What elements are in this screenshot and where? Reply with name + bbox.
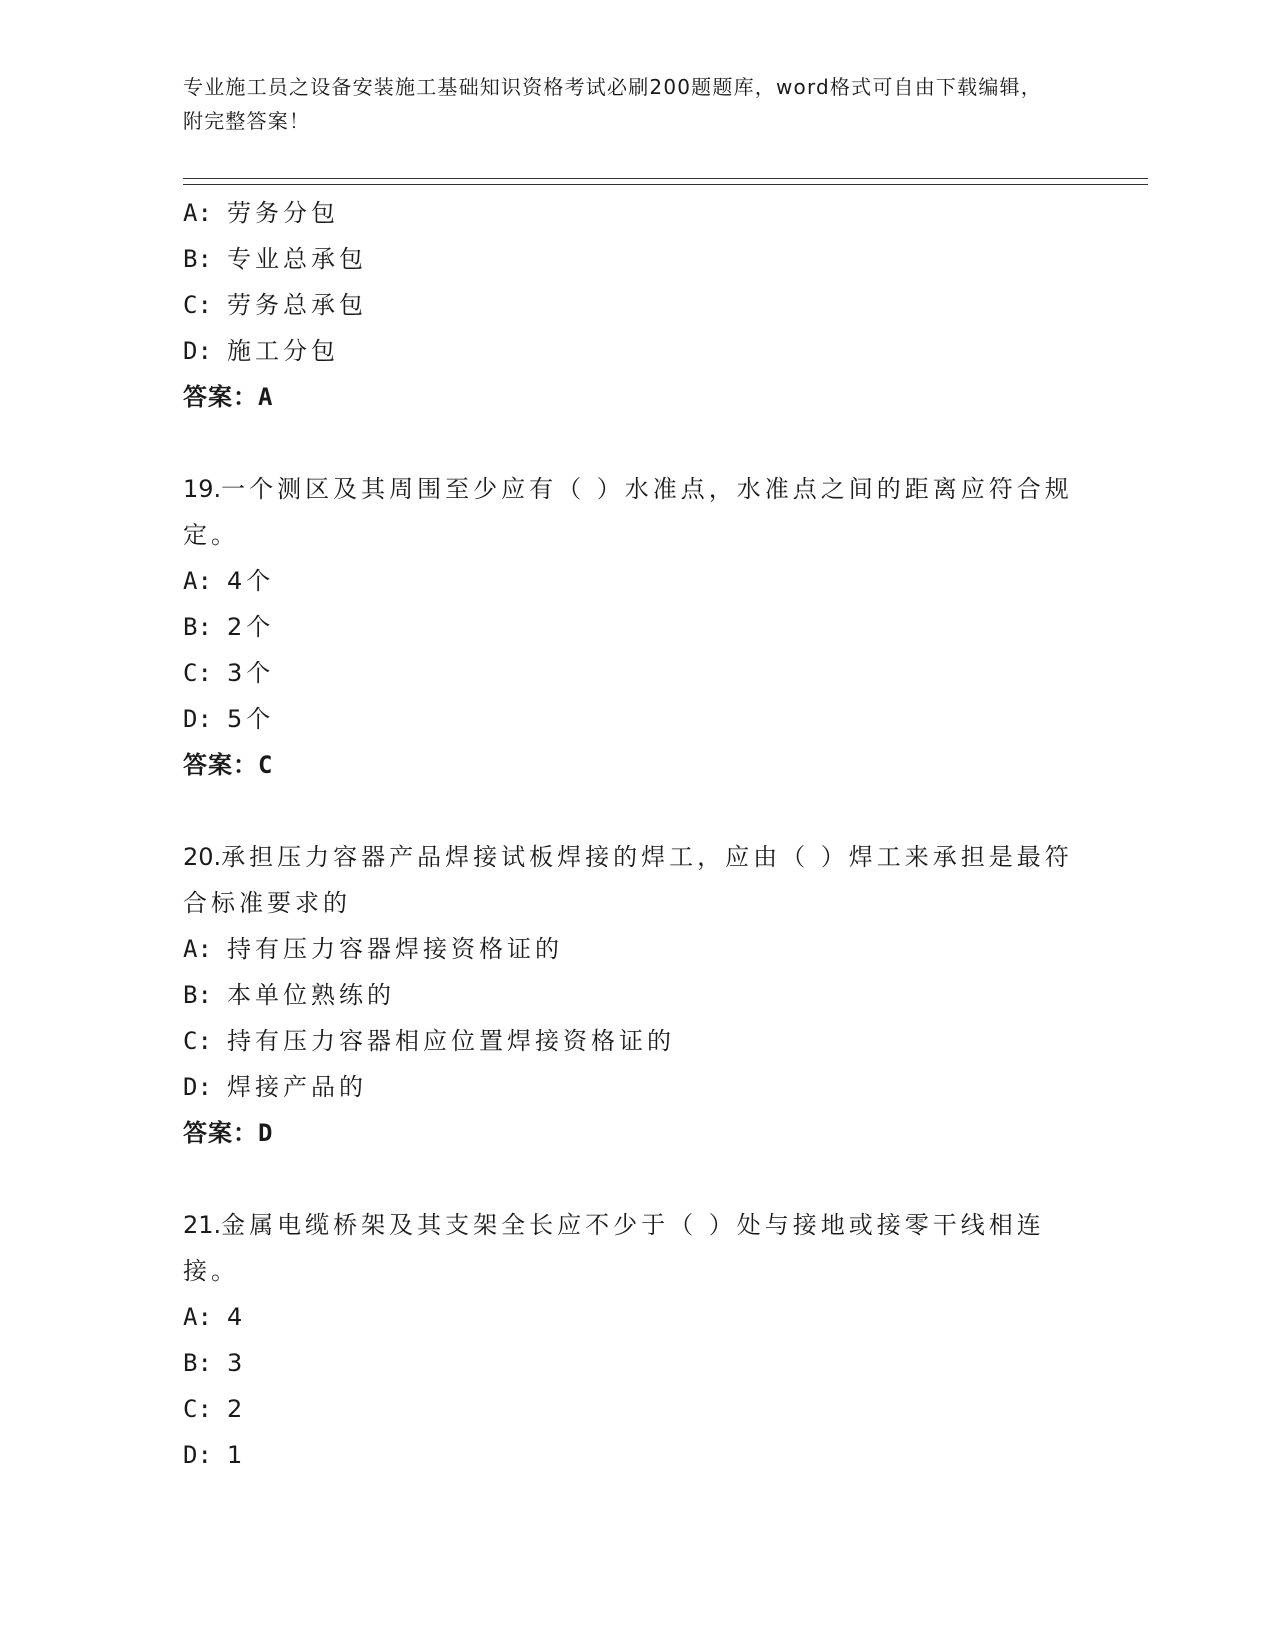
question-20 [183, 834, 1083, 1156]
option-b: B: 本单位熟练的 [183, 981, 395, 1009]
question-19 [183, 466, 1083, 788]
option-c: C: 劳务总承包 [183, 291, 367, 319]
option-a: A: 持有压力容器焊接资格证的 [183, 935, 563, 963]
option-b: B: 专业总承包 [183, 245, 367, 273]
question-text: 21.金属电缆桥架及其支架全长应不少于（ ）处与接地或接零干线相连接。 [183, 1211, 1045, 1285]
option-c: C: 2 [183, 1395, 247, 1423]
question-21 [183, 1202, 1083, 1478]
option-a: A: 劳务分包 [183, 199, 339, 227]
answer-line: 答案：C [183, 751, 274, 779]
header-divider-top [183, 178, 1148, 179]
question-list [183, 190, 1083, 1478]
option-a: A: 4个 [183, 567, 275, 595]
option-d: D: 5个 [183, 705, 275, 733]
prev-question-block [183, 190, 1083, 420]
header-title: 专业施工员之设备安装施工基础知识资格考试必刷200题题库，word格式可自由下载编辑，附完整答案！ [183, 75, 1042, 133]
question-text: 20.承担压力容器产品焊接试板焊接的焊工，应由（ ）焊工来承担是最符合标准要求的 [183, 843, 1073, 917]
option-d: D: 施工分包 [183, 337, 339, 365]
option-c: C: 3个 [183, 659, 275, 687]
option-b: B: 2个 [183, 613, 275, 641]
question-text: 19.一个测区及其周围至少应有（ ）水准点，水准点之间的距离应符合规定。 [183, 475, 1073, 549]
answer-line: 答案：A [183, 383, 274, 411]
document-header [183, 70, 1063, 138]
option-d: D: 焊接产品的 [183, 1073, 367, 1101]
option-d: D: 1 [183, 1441, 247, 1469]
option-c: C: 持有压力容器相应位置焊接资格证的 [183, 1027, 675, 1055]
header-divider-bottom [183, 184, 1148, 185]
answer-line: 答案：D [183, 1119, 274, 1147]
option-a: A: 4 [183, 1303, 247, 1331]
option-b: B: 3 [183, 1349, 247, 1377]
